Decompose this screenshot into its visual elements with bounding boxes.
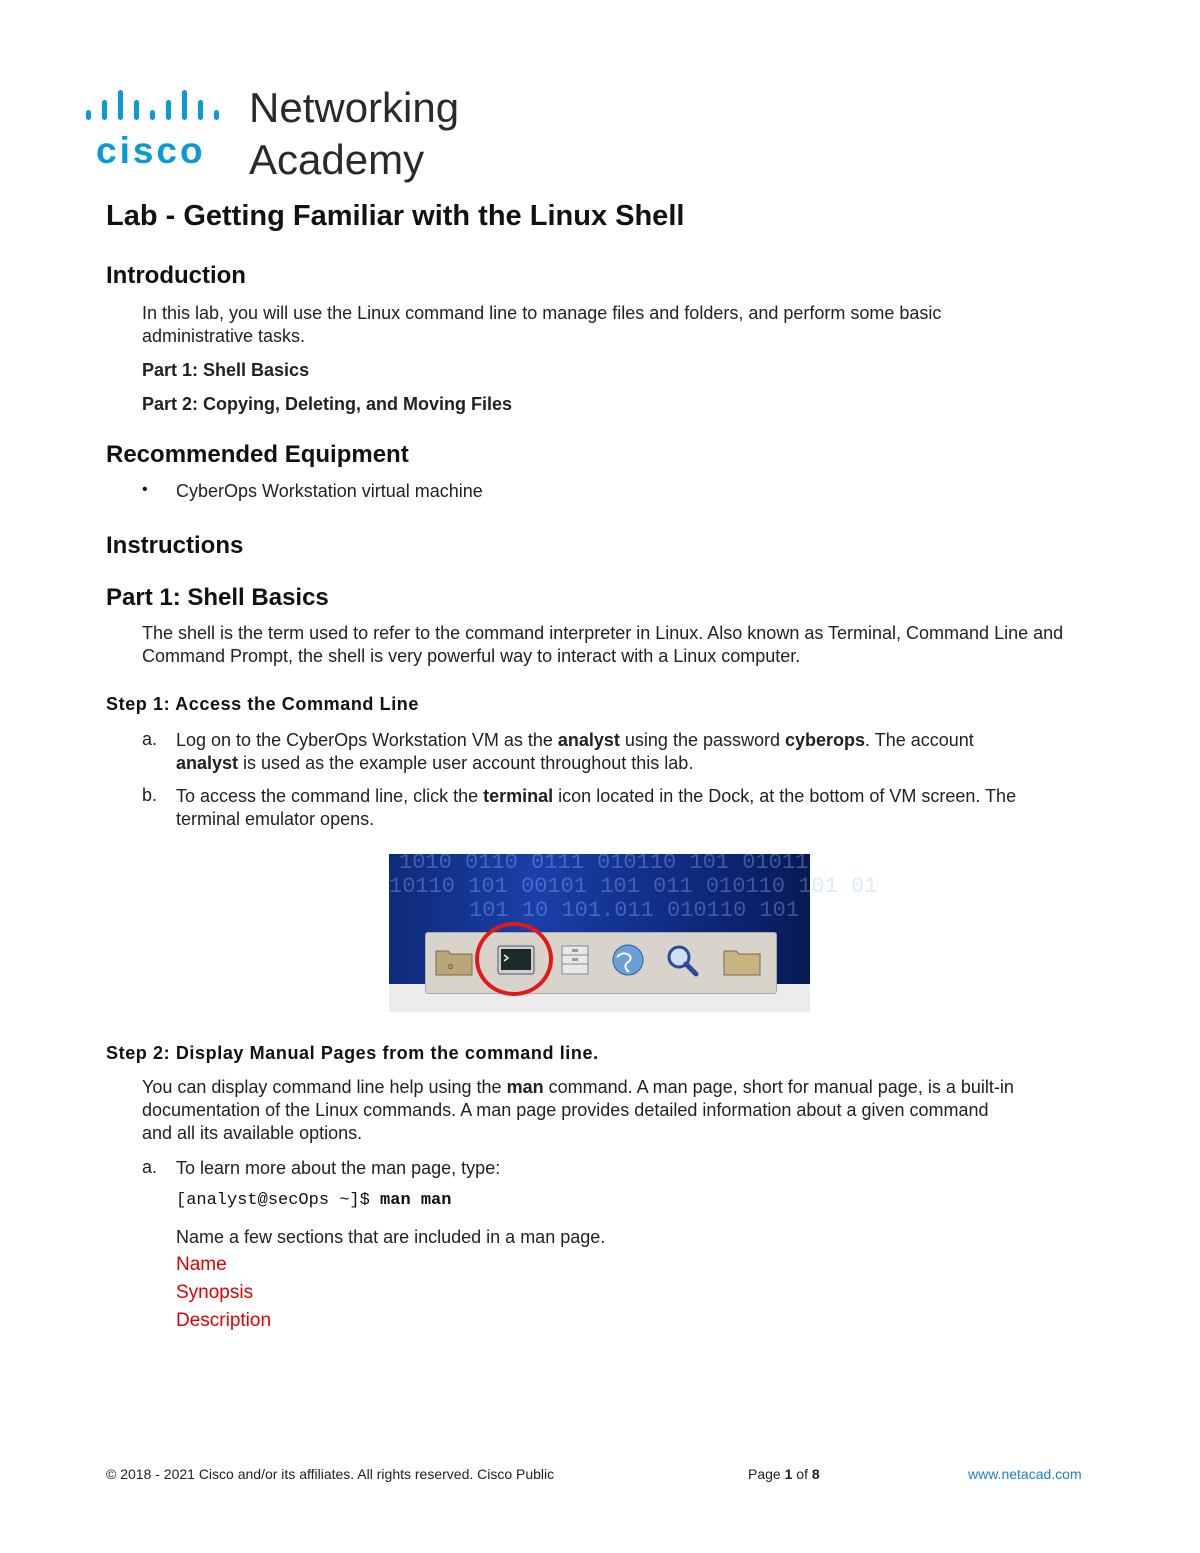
logo-bar (102, 100, 107, 120)
cisco-networking-academy-logo (82, 84, 482, 183)
step1-heading: Step 1: Access the Command Line (106, 694, 420, 714)
answer-synopsis: Synopsis (176, 1282, 254, 1303)
folder-icon[interactable] (722, 943, 762, 977)
step1-b-marker: b. (142, 785, 158, 805)
step2-a-marker: a. (142, 1157, 158, 1177)
part1-heading: Part 1: Shell Basics (106, 584, 329, 611)
username-bold: analyst (557, 730, 620, 750)
equipment-item: CyberOps Workstation virtual machine (176, 481, 483, 501)
logo-bar (150, 110, 155, 120)
command-text: man man (380, 1191, 452, 1210)
text-run: using the password (619, 730, 785, 750)
text-run: documentation of the Linux commands. A man page provides detailed information about a given command (142, 1100, 989, 1120)
search-icon[interactable] (662, 943, 702, 977)
intro-part2: Part 2: Copying, Deleting, and Moving Files (142, 394, 513, 414)
page-current: 1 (784, 1466, 793, 1482)
account-bold: analyst (176, 753, 239, 773)
binary-text: 10110 101 00101 101 011 010110 101 01 (389, 874, 878, 899)
command-line (176, 1191, 451, 1210)
text-run: and all its available options. (142, 1123, 363, 1143)
home-folder-icon[interactable] (434, 943, 474, 977)
step2-a-text: To learn more about the man page, type: (176, 1158, 501, 1178)
logo-bar (118, 90, 123, 120)
logo-bar (198, 100, 203, 120)
text-run: You can display command line help using the (142, 1077, 507, 1097)
text-run: Log on to the CyberOps Workstation VM as the (176, 730, 558, 750)
bullet-icon: • (142, 481, 148, 498)
text-run: is used as the example user account throughout this lab. (238, 753, 694, 773)
dock-screenshot (389, 850, 878, 1012)
command-prompt: [analyst@secOps ~]$ (176, 1191, 381, 1210)
file-manager-icon[interactable] (556, 943, 596, 977)
logo-bar (166, 100, 171, 120)
terminal-highlight-circle (475, 922, 553, 996)
introduction-heading: Introduction (106, 262, 246, 289)
intro-part1: Part 1: Shell Basics (142, 360, 310, 380)
step1-a-text (176, 729, 1106, 775)
logo-bar (214, 110, 219, 120)
password-bold: cyberops (785, 730, 866, 750)
binary-text: 1010 0110 0111 010110 101 01011 (399, 850, 809, 875)
answer-description: Description (176, 1310, 272, 1331)
answer-name: Name (176, 1254, 227, 1275)
terminal-bold: terminal (483, 786, 554, 806)
introduction-text: In this lab, you will use the Linux command line to manage files and folders, and perform some basic administrative tasks. (142, 303, 942, 346)
logo-wordmark (249, 86, 459, 182)
man-bold: man (506, 1077, 544, 1097)
text-run: of (792, 1466, 812, 1482)
instructions-heading: Instructions (106, 532, 244, 559)
step2-heading: Step 2: Display Manual Pages from the command line. (106, 1043, 599, 1063)
text-run: terminal emulator opens. (176, 809, 375, 829)
binary-text: 101 10 101.011 010110 101 (469, 898, 800, 923)
cisco-bars-icon (82, 90, 242, 126)
footer-page-number (748, 1466, 820, 1482)
question-text: Name a few sections that are included in a man page. (176, 1227, 606, 1247)
step1-b-text (176, 785, 1106, 831)
text-run: . The account (865, 730, 974, 750)
svg-text:o: o (448, 961, 454, 971)
page-total: 8 (811, 1466, 820, 1482)
logo-bar (134, 100, 139, 120)
logo-brand: cisco (96, 130, 206, 171)
text-run: icon located in the Dock, at the bottom of VM screen. The (553, 786, 1017, 806)
text-run: To access the command line, click the (176, 786, 484, 806)
browser-icon[interactable] (608, 943, 648, 977)
footer-url-link[interactable]: www.netacad.com (968, 1466, 1082, 1482)
step1-a-marker: a. (142, 729, 158, 749)
part1-text: The shell is the term used to refer to the command interpreter in Linux. Also known as Terminal, Command Line and Command Prompt, the shell is very powerful way to interact with a Linux computer. (142, 623, 1064, 666)
page-title: Lab - Getting Familiar with the Linux Shell (106, 200, 685, 232)
text-run: command. A man page, short for manual page, is a built-in (543, 1077, 1014, 1097)
logo-bar (182, 90, 187, 120)
logo-line2: Academy (249, 136, 425, 183)
step2-text (142, 1076, 1102, 1145)
text-run: Page (748, 1466, 785, 1482)
logo-bar (86, 110, 91, 120)
equipment-heading: Recommended Equipment (106, 441, 409, 468)
footer-copyright: © 2018 - 2021 Cisco and/or its affiliates. All rights reserved. Cisco Public (106, 1466, 555, 1482)
logo-line1: Networking (249, 84, 460, 131)
